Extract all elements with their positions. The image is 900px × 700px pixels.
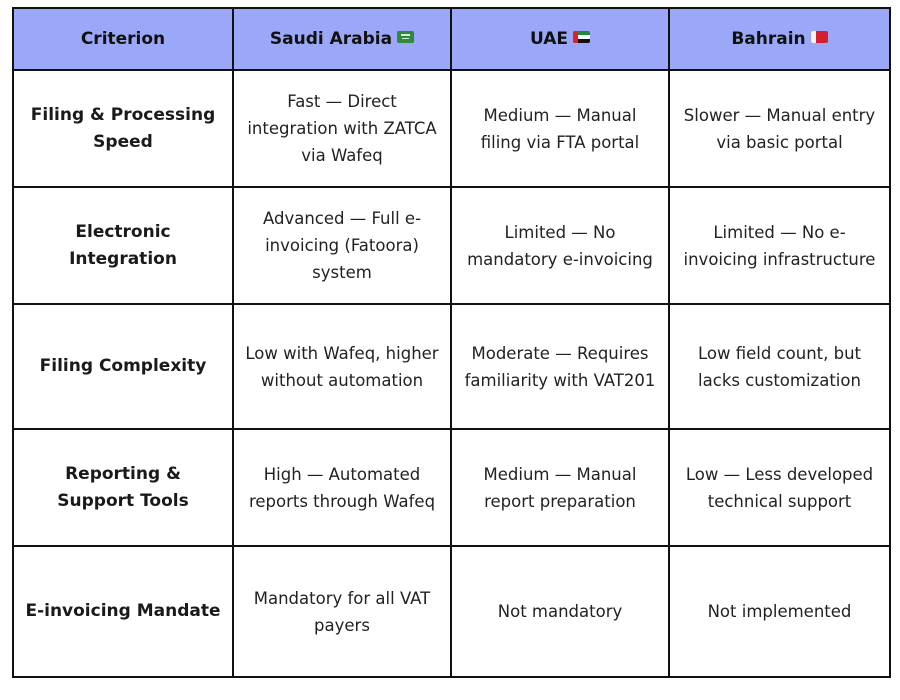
saudi-arabia-cell: High — Automated reports through Wafeq <box>233 429 451 546</box>
header-uae <box>451 8 669 70</box>
vat-comparison-table <box>12 7 891 678</box>
table-row <box>13 70 890 187</box>
bahrain-cell: Low field count, but lacks customization <box>669 304 890 429</box>
uae-cell: Moderate — Requires familiarity with VAT201 <box>451 304 669 429</box>
table-row <box>13 429 890 546</box>
header-saudi-arabia <box>233 8 451 70</box>
bahrain-cell: Not implemented <box>669 546 890 677</box>
header-label: UAE <box>529 29 569 49</box>
uae-cell: Medium — Manual filing via FTA portal <box>451 70 669 187</box>
uae-cell: Limited — No mandatory e-invoicing <box>451 187 669 304</box>
table-row <box>13 546 890 677</box>
table-row <box>13 187 890 304</box>
criterion-cell: Filing & Processing Speed <box>13 70 233 187</box>
table-row <box>13 304 890 429</box>
bahrain-cell: Low — Less developed technical support <box>669 429 890 546</box>
uae-cell: Not mandatory <box>451 546 669 677</box>
criterion-cell: Electronic Integration <box>13 187 233 304</box>
header-label: Saudi Arabia <box>269 29 393 49</box>
saudi-arabia-flag-icon <box>397 31 414 43</box>
saudi-arabia-cell: Low with Wafeq, higher without automation <box>233 304 451 429</box>
uae-flag-icon <box>573 31 590 43</box>
header-label: Bahrain <box>731 29 806 49</box>
header-label: Criterion <box>80 29 166 49</box>
bahrain-cell: Slower — Manual entry via basic portal <box>669 70 890 187</box>
saudi-arabia-cell: Advanced — Full e-invoicing (Fatoora) system <box>233 187 451 304</box>
comparison-table-container <box>12 7 889 678</box>
criterion-cell: Reporting & Support Tools <box>13 429 233 546</box>
saudi-arabia-cell: Fast — Direct integration with ZATCA via Wafeq <box>233 70 451 187</box>
header-criterion <box>13 8 233 70</box>
criterion-cell: E-invoicing Mandate <box>13 546 233 677</box>
bahrain-cell: Limited — No e-invoicing infrastructure <box>669 187 890 304</box>
criterion-cell: Filing Complexity <box>13 304 233 429</box>
uae-cell: Medium — Manual report preparation <box>451 429 669 546</box>
bahrain-flag-icon <box>811 31 828 43</box>
header-row <box>13 8 890 70</box>
header-bahrain <box>669 8 890 70</box>
saudi-arabia-cell: Mandatory for all VAT payers <box>233 546 451 677</box>
